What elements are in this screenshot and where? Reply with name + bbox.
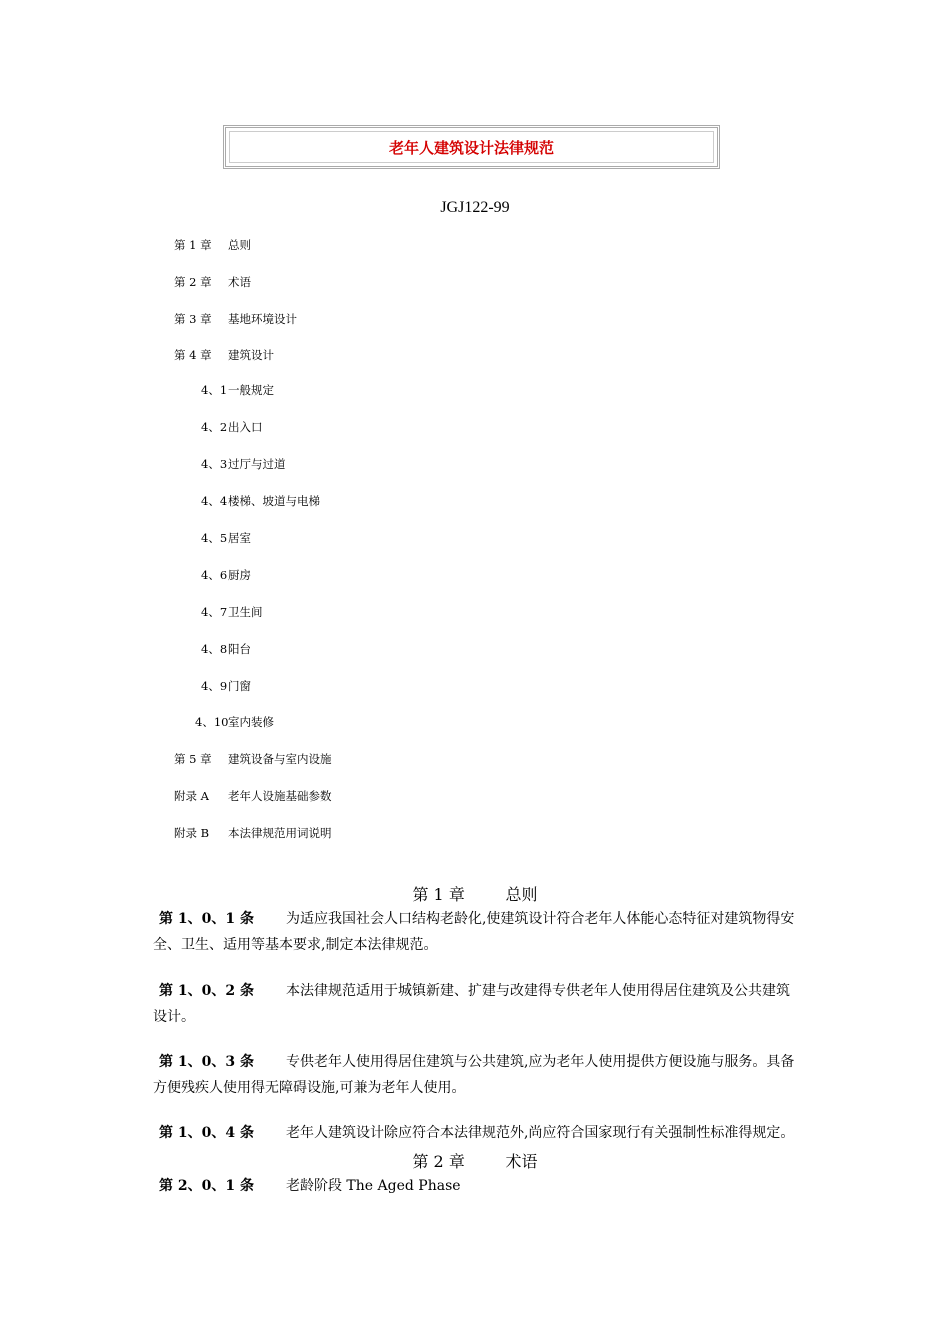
- toc-text: 建筑设备与室内设施: [228, 752, 332, 766]
- toc-label: 4、4: [201, 494, 228, 508]
- toc-text: 室内装修: [228, 715, 274, 729]
- toc-text: 楼梯、坡道与电梯: [228, 494, 320, 508]
- toc-text: 建筑设计: [228, 348, 274, 362]
- article-number: 第 2、0、1 条: [159, 1178, 254, 1194]
- toc-label: 4、7: [201, 605, 228, 619]
- article-text: 老龄阶段 The Aged Phase: [285, 1178, 461, 1194]
- toc-text: 门窗: [228, 679, 251, 693]
- document-title: 老年人建筑设计法律规范: [388, 138, 554, 157]
- toc-label: 4、8: [201, 642, 228, 656]
- toc-label: 4、3: [201, 457, 228, 471]
- toc-text: 总则: [228, 238, 251, 252]
- toc-text: 居室: [228, 531, 251, 545]
- article-number: 第 1、0、3 条: [159, 1054, 254, 1070]
- toc-text: 术语: [228, 275, 251, 289]
- toc-label: 4、1: [201, 383, 228, 397]
- article-text: 本法律规范适用于城镇新建、扩建与改建得专供老年人使用得居住建筑及公共建筑设计。: [153, 983, 790, 1025]
- document-title-box: [223, 125, 720, 169]
- chapter-heading: 第 2 章 术语: [412, 1152, 538, 1171]
- article-number: 第 1、0、4 条: [159, 1125, 254, 1141]
- article: [153, 906, 799, 958]
- toc-label: 4、5: [201, 531, 228, 545]
- article-number: 第 1、0、2 条: [159, 983, 254, 999]
- toc-label: 第 5 章: [174, 752, 212, 766]
- toc-label: 4、9: [201, 679, 228, 693]
- toc-text: 老年人设施基础参数: [228, 789, 332, 803]
- toc-label: 第 4 章: [174, 348, 212, 362]
- toc-text: 过厅与过道: [228, 457, 286, 471]
- article-number: 第 1、0、1 条: [159, 911, 254, 927]
- standard-code: JGJ122-99: [440, 199, 510, 216]
- toc-label: 第 2 章: [174, 275, 212, 289]
- toc-label: 4、10: [195, 715, 229, 729]
- article-text: 为适应我国社会人口结构老龄化,使建筑设计符合老年人体能心态特征对建筑物得安全、卫生、适用等基本要求,制定本法律规范。: [153, 911, 795, 953]
- article: [153, 1173, 799, 1199]
- toc-text: 本法律规范用词说明: [228, 826, 332, 840]
- toc-label: 附录 A: [174, 789, 209, 803]
- toc-text: 阳台: [228, 642, 251, 656]
- toc-text: 基地环境设计: [228, 312, 297, 326]
- article-text: 老年人建筑设计除应符合本法律规范外,尚应符合国家现行有关强制性标准得规定。: [285, 1125, 795, 1141]
- toc-label: 第 3 章: [174, 312, 212, 326]
- toc-label: 4、6: [201, 568, 228, 582]
- article: [153, 1049, 799, 1101]
- toc-text: 一般规定: [228, 383, 274, 397]
- toc-label: 4、2: [201, 420, 228, 434]
- toc-text: 厨房: [228, 568, 251, 582]
- article: [153, 978, 799, 1030]
- article: [153, 1120, 799, 1146]
- toc-label: 第 1 章: [174, 238, 212, 252]
- toc-text: 出入口: [228, 420, 263, 434]
- article-text: 专供老年人使用得居住建筑与公共建筑,应为老年人使用提供方便设施与服务。具备方便残疾人使用得无障碍设施,可兼为老年人使用。: [153, 1054, 795, 1096]
- toc-label: 附录 B: [174, 826, 210, 840]
- toc-text: 卫生间: [228, 605, 263, 619]
- chapter-heading: 第 1 章 总则: [412, 885, 538, 904]
